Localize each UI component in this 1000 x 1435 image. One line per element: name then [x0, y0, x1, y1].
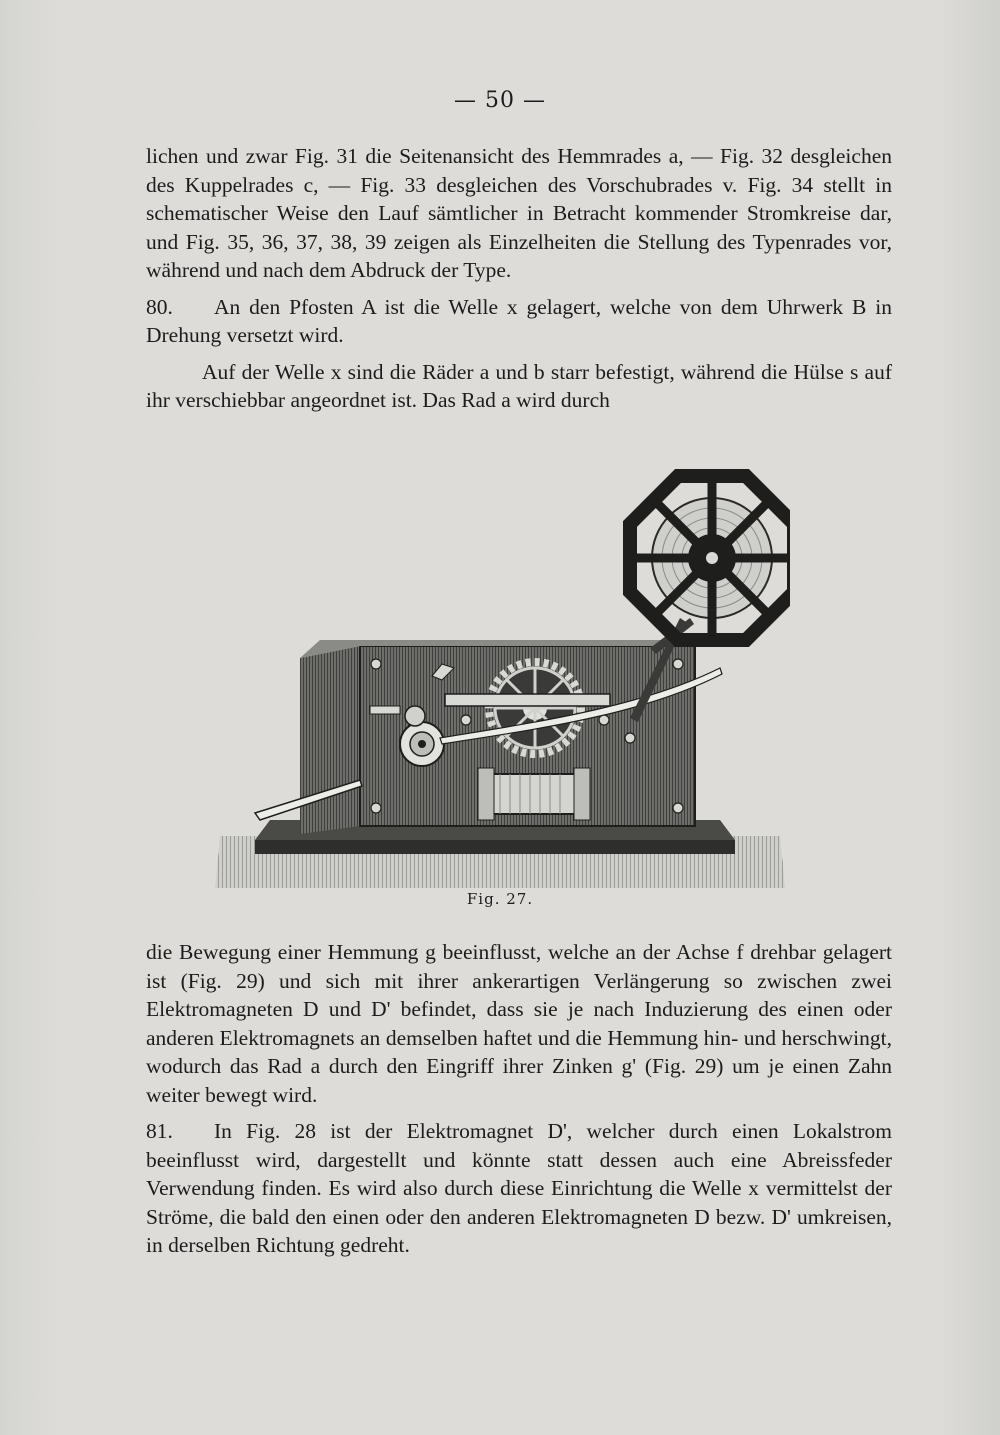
paragraph-81	[146, 1117, 892, 1260]
paragraph-80	[146, 293, 892, 350]
type-wheel	[400, 722, 444, 766]
figure-caption: Fig. 27.	[466, 890, 534, 908]
text-block-top	[146, 142, 892, 415]
paragraph: Auf der Welle x sind die Räder a und b starr befestigt, während die Hülse s auf ihr verschiebbar angeordnet ist. Das Rad a wird durch	[146, 359, 892, 412]
paragraph-text: In Fig. 28 ist der Elektromagnet D', welcher durch einen Lokalstrom beeinflusst wird, dargestellt und könnte statt dessen auch eine Abreissfeder Verwendung finden. Es wird also durch diese Einrichtung die Welle x vermittelst der Ströme, die bald den einen oder den anderen Elektromagneten D bezw. D' umkreisen, in derselben Richtung gedreht.	[146, 1119, 892, 1257]
section-number: 80.	[146, 294, 173, 319]
roller	[405, 706, 425, 726]
telegraph-engraving	[210, 468, 790, 898]
page-number: — 50 —	[454, 88, 546, 113]
paragraph: lichen und zwar Fig. 31 die Seitenansicht des Hemmrades a, — Fig. 32 desgleichen des Kuppelrades c, — Fig. 33 desgleichen des Vorschubrades v. Fig. 34 stellt in schematischer Weise den Lauf sämtlicher in Betracht kommender Stromkreise dar, und Fig. 35, 36, 37, 38, 39 zeigen als Einzelheiten die Stellung des Typenrades vor, während und nach dem Abdruck der Type.	[146, 144, 892, 282]
paragraph-text: An den Pfosten A ist die Welle x gelagert, welche von dem Uhrwerk B in Drehung versetzt wird.	[146, 294, 892, 347]
base-plate-edge	[255, 840, 735, 854]
figure-telegraph-apparatus	[210, 468, 790, 898]
paragraph: die Bewegung einer Hemmung g beeinflusst, welche an der Achse f drehbar gelagert ist (Fig. 29) und sich mit ihrer ankerartigen Verlängerung so zwischen zwei Elektromagneten D und D' befindet, dass sie je nach Induzierung des einen oder anderen Elektromagnets an demselben haftet und die Hemmung hin- und herschwingt, wodurch das Rad a durch den Eingriff ihrer Zinken g' (Fig. 29) um je einen Zahn weiter bewegt wird.	[146, 940, 892, 1107]
text-block-bottom	[146, 938, 892, 1260]
gear-wheel	[489, 662, 581, 754]
electromagnet-coil	[478, 768, 590, 820]
cross-bar	[445, 694, 610, 706]
bracket	[370, 706, 400, 714]
section-number: 81.	[146, 1119, 173, 1143]
box-side-panel	[300, 646, 360, 834]
paper-reel	[630, 476, 790, 640]
